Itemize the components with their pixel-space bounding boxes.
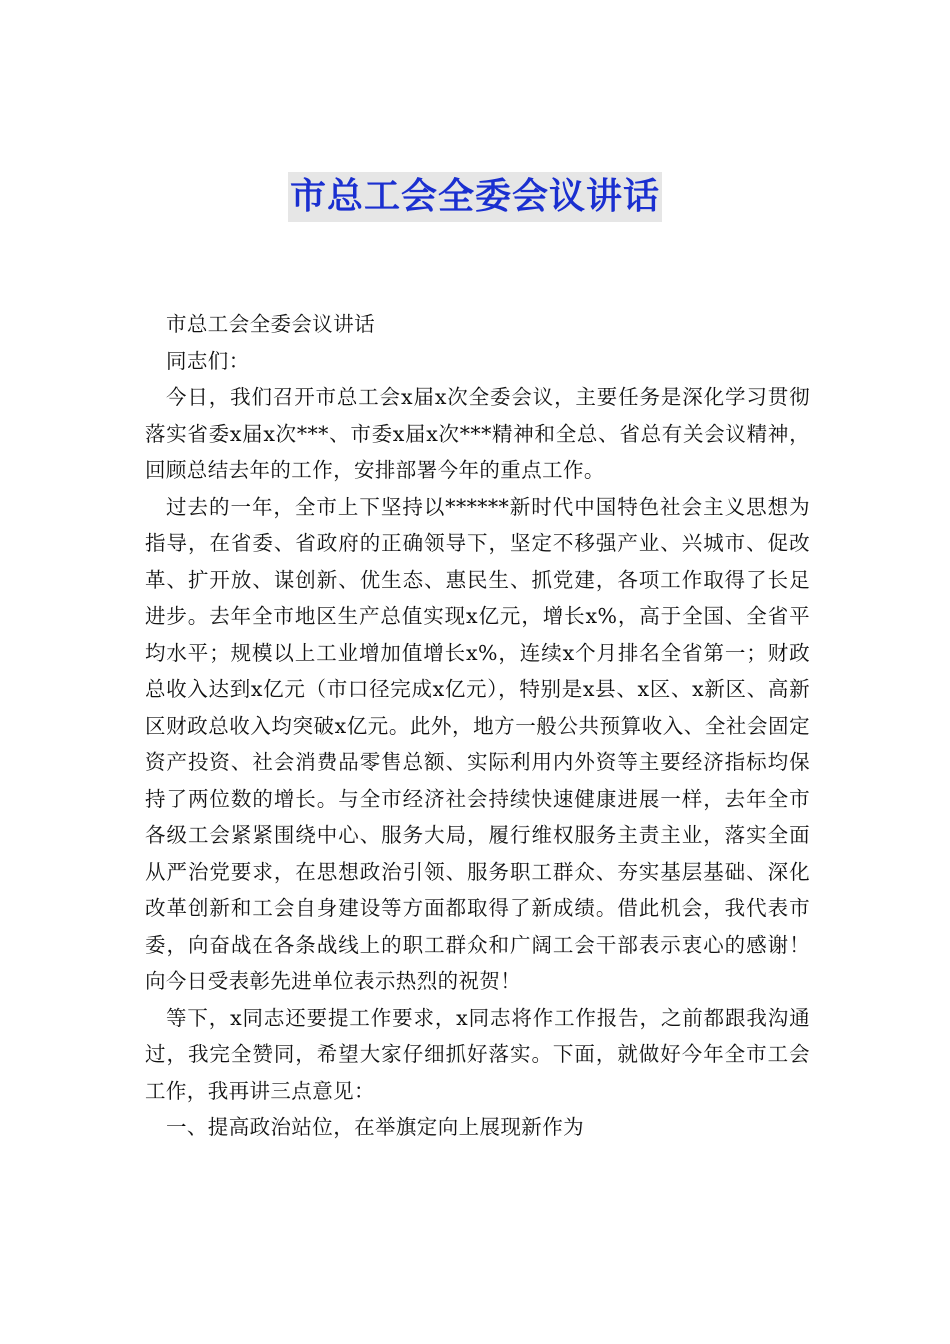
document-body	[145, 306, 810, 1146]
paragraph-intro: 今日，我们召开市总工会x届x次全委会议，主要任务是深化学习贯彻落实省委x届x次***、市委x届x次***精神和全总、省总有关会议精神，回顾总结去年的工作，安排部署今年的重点工作。	[145, 385, 810, 482]
document-title: 市总工会全委会议讲话	[288, 172, 662, 222]
paragraph-salutation: 同志们：	[166, 348, 250, 373]
section-heading-one: 一、提高政治站位，在举旗定向上展现新作为	[166, 1115, 584, 1139]
paragraph-review: 过去的一年，全市上下坚持以******新时代中国特色社会主义思想为指导，在省委、省政府的正确领导下，坚定不移强产业、兴城市、促改革、扩开放、谋创新、优生态、惠民生、抓党建，各项工作取得了长足进步。去年全市地区生产总值实现x亿元，增长x%，高于全国、全省平均水平；规模以上工业增加值增长x%，连续x个月排名全省第一；财政总收入达到x亿元（市口径完成x亿元），特别是x县、x区、x新区、高新区财政总收入均突破x亿元。此外，地方一般公共预算收入、全社会固定资产投资、社会消费品零售总额、实际利用内外资等主要经济指标均保持了两位数的增长。与全市经济社会持续快速健康进展一样，去年全市各级工会紧紧围绕中心、服务大局，履行维权服务主责主业，落实全面从严治党要求，在思想政治引领、服务职工群众、夯实基层基础、深化改革创新和工会自身建设等方面都取得了新成绩。借此机会，我代表市委，向奋战在各条战线上的职工群众和广阔工会干部表示衷心的感谢！向今日受表彰先进单位表示热烈的祝贺！	[145, 494, 810, 993]
paragraph-transition: 等下，x同志还要提工作要求，x同志将作工作报告，之前都跟我沟通过，我完全赞同，希望大家仔细抓好落实。下面，就做好今年全市工会工作，我再讲三点意见：	[145, 1005, 810, 1103]
paragraph-heading: 市总工会全委会议讲话	[166, 312, 375, 336]
title-container	[0, 172, 950, 222]
